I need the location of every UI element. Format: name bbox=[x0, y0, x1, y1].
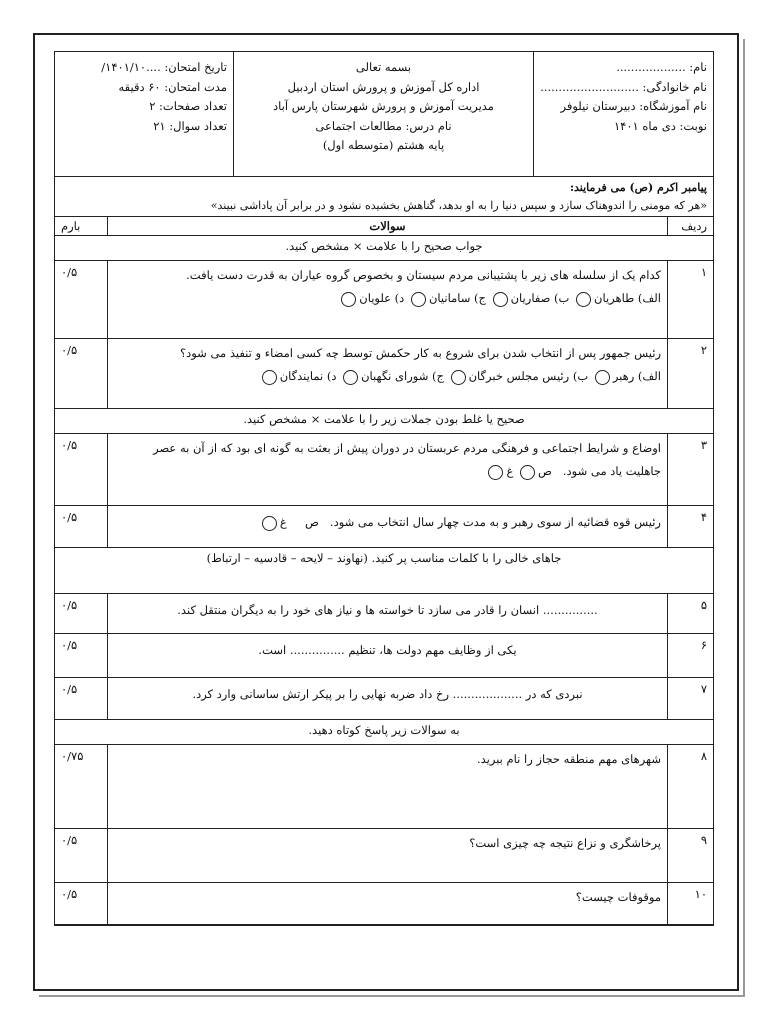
question-body bbox=[108, 634, 668, 678]
question-text: موقوفات چیست؟ bbox=[575, 890, 661, 904]
question-text: نبردی که در ................... رخ داد ضربه نهایی را بر پیکر ارتش ساسانی وارد کرد. bbox=[192, 687, 583, 701]
section-1-instruction: جواب صحیح را با علامت × مشخص کنید. bbox=[55, 236, 713, 261]
question-body bbox=[108, 883, 668, 925]
question-body bbox=[108, 434, 668, 506]
option-circle[interactable] bbox=[451, 370, 466, 385]
option-circle[interactable] bbox=[341, 292, 356, 307]
question-text: کدام یک از سلسله های زیر با پشتیبانی مردم سیستان و بخصوص گروه عیاران به قدرت دست یافت. bbox=[186, 268, 661, 282]
option-label: ب) رئیس مجلس خبرگان bbox=[468, 369, 589, 383]
question-body bbox=[108, 506, 668, 548]
school-name: نام آموزشگاه: دبیرستان نیلوفر bbox=[560, 99, 707, 113]
question-body bbox=[108, 829, 668, 883]
option-label: الف) رهبر bbox=[612, 369, 661, 383]
question-number: ۹ bbox=[668, 829, 714, 883]
option-label: ص bbox=[305, 515, 319, 529]
question-number: ۵ bbox=[668, 594, 714, 634]
exam-term: نوبت: دی ماه ۱۴۰۱ bbox=[613, 118, 707, 133]
question-options bbox=[114, 286, 661, 310]
question-number: ۱ bbox=[668, 261, 714, 339]
exam-date: تاریخ امتحان: ....۱۴۰۱/۱۰/ bbox=[101, 60, 227, 74]
question-text: پرخاشگری و نزاع نتیجه چه چیزی است؟ bbox=[469, 836, 661, 850]
question-row bbox=[55, 261, 713, 339]
question-options bbox=[114, 364, 661, 388]
exam-header bbox=[55, 52, 713, 177]
question-row bbox=[55, 829, 713, 883]
student-info bbox=[533, 52, 713, 176]
section-header bbox=[55, 409, 713, 434]
question-score: ۰/۵ bbox=[55, 883, 108, 925]
question-score: ۰/۵ bbox=[55, 506, 108, 548]
question-text: شهرهای مهم منطقه حجاز را نام ببرید. bbox=[476, 752, 661, 766]
section-header bbox=[55, 548, 713, 594]
question-number: ۷ bbox=[668, 678, 714, 720]
option-circle[interactable] bbox=[520, 465, 535, 480]
question-score: ۰/۵ bbox=[55, 594, 108, 634]
question-row bbox=[55, 594, 713, 634]
option-label: الف) طاهریان bbox=[594, 291, 661, 305]
exam-title-block bbox=[233, 52, 533, 176]
question-number: ۳ bbox=[668, 434, 714, 506]
exam-sheet bbox=[54, 51, 714, 926]
option-label: د) نمایندگان bbox=[279, 369, 337, 383]
table-header-row bbox=[55, 217, 713, 236]
question-number: ۱۰ bbox=[668, 883, 714, 925]
option-label: ب) صفاریان bbox=[510, 291, 570, 305]
student-family: نام خانوادگی: ........................... bbox=[540, 79, 707, 94]
option-circle[interactable] bbox=[576, 292, 591, 307]
option-circle[interactable] bbox=[262, 516, 277, 531]
question-score: ۰/۵ bbox=[55, 678, 108, 720]
option-circle[interactable] bbox=[343, 370, 358, 385]
section-4-instruction: به سوالات زیر پاسخ کوتاه دهید. bbox=[55, 720, 713, 745]
question-text: ............... انسان را قادر می سازد تا خواسته ها و نیاز های خود را به دیگران منتقل کند. bbox=[177, 603, 598, 617]
question-score: ۰/۵ bbox=[55, 829, 108, 883]
question-body bbox=[108, 339, 668, 409]
option-circle[interactable] bbox=[262, 370, 277, 385]
question-text: رئیس جمهور پس از انتخاب شدن برای شروع به کار حکمش توسط چه کسی امضاء و تنفیذ می شود؟ bbox=[179, 346, 661, 360]
question-score: ۰/۵ bbox=[55, 634, 108, 678]
question-number: ۸ bbox=[668, 745, 714, 829]
hadith-quote bbox=[55, 177, 713, 217]
question-body bbox=[108, 594, 668, 634]
question-text: اوضاع و شرایط اجتماعی و فرهنگی مردم عربستان در دوران پیش از بعثت به گونه ای بود که از آن به عصر bbox=[153, 441, 661, 455]
question-row bbox=[55, 434, 713, 506]
option-label: ص bbox=[537, 464, 552, 478]
page-count: تعداد صفحات: ۲ bbox=[149, 99, 227, 113]
option-label: غ bbox=[279, 515, 287, 529]
student-name: نام: ................... bbox=[616, 60, 707, 74]
option-label: غ bbox=[506, 464, 514, 478]
section-header bbox=[55, 720, 713, 745]
question-number: ۲ bbox=[668, 339, 714, 409]
question-options bbox=[114, 459, 661, 483]
question-score: ۰/۷۵ bbox=[55, 745, 108, 829]
question-row bbox=[55, 634, 713, 678]
section-2-instruction: صحیح یا غلط بودن جملات زیر را با علامت × مشخص کنید. bbox=[55, 409, 713, 434]
option-label: ج) شورای نگهبان bbox=[361, 369, 444, 383]
grade-level: پایه هشتم (متوسطه اول) bbox=[322, 138, 445, 152]
questions-table bbox=[55, 217, 713, 925]
option-circle[interactable] bbox=[488, 465, 503, 480]
section-header bbox=[55, 236, 713, 261]
question-body bbox=[108, 745, 668, 829]
col-question-header: سوالات bbox=[108, 217, 668, 236]
question-text-cont: جاهلیت یاد می شود. bbox=[562, 464, 661, 478]
question-body bbox=[108, 261, 668, 339]
question-row bbox=[55, 506, 713, 548]
question-count: تعداد سوال: ۲۱ bbox=[153, 118, 227, 133]
province-office: اداره کل آموزش و پرورش استان اردبیل bbox=[287, 79, 480, 94]
city-office: مدیریت آموزش و پرورش شهرستان پارس آباد bbox=[273, 99, 494, 113]
course-name: نام درس: مطالعات اجتماعی bbox=[315, 118, 452, 133]
section-3-instruction: جاهای خالی را با کلمات مناسب پر کنید. (نهاوند – لایحه – قادسیه – ارتباط) bbox=[55, 548, 713, 594]
option-circle[interactable] bbox=[595, 370, 610, 385]
quote-intro: پیامبر اکرم (ص) می فرمایند: bbox=[569, 181, 707, 194]
exam-duration: مدت امتحان: ۶۰ دقیقه bbox=[118, 79, 227, 94]
option-circle[interactable] bbox=[493, 292, 508, 307]
question-row bbox=[55, 339, 713, 409]
col-score-header: بارم bbox=[55, 217, 108, 236]
option-circle[interactable] bbox=[411, 292, 426, 307]
exam-info bbox=[55, 52, 233, 176]
question-score: ۰/۵ bbox=[55, 339, 108, 409]
col-num-header: ردیف bbox=[668, 217, 714, 236]
question-number: ۶ bbox=[668, 634, 714, 678]
option-label: ج) سامانیان bbox=[428, 291, 486, 305]
question-row bbox=[55, 745, 713, 829]
basmala: بسمه تعالی bbox=[355, 60, 412, 74]
question-body bbox=[108, 678, 668, 720]
question-number: ۴ bbox=[668, 506, 714, 548]
question-text: یکی از وظایف مهم دولت ها، تنظیم ............... است. bbox=[258, 643, 517, 657]
question-text-line bbox=[114, 510, 661, 534]
question-text: رئیس قوه قضائیه از سوی رهبر و به مدت چهار سال انتخاب می شود. bbox=[329, 515, 661, 529]
option-label: د) علویان bbox=[359, 291, 405, 305]
question-row bbox=[55, 678, 713, 720]
question-row bbox=[55, 883, 713, 925]
question-score: ۰/۵ bbox=[55, 261, 108, 339]
question-score: ۰/۵ bbox=[55, 434, 108, 506]
quote-text: «هر که مومنی را اندوهناک سازد و سپس دنیا را به او بدهد، گناهش بخشیده نشود و در برابر آن پاداشی نبیند» bbox=[210, 199, 707, 212]
